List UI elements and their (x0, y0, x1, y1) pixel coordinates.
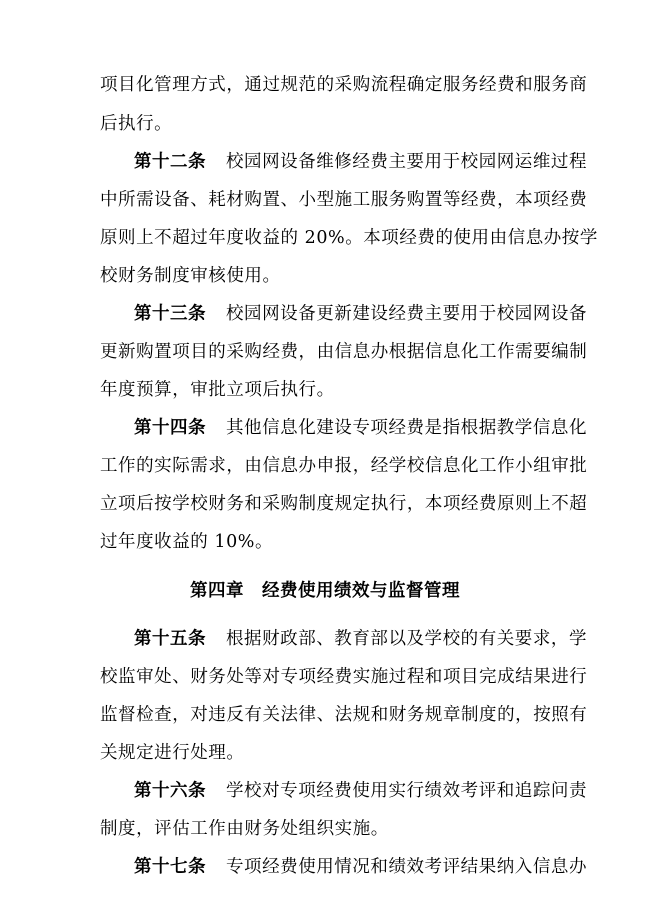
article-number: 第十二条 (134, 152, 206, 172)
article-number: 第十四条 (134, 418, 206, 438)
article-number: 第十五条 (134, 629, 206, 649)
article-text: 校园网设备维修经费主要用于校园网运维过程 (226, 152, 587, 172)
text-line: 校财务制度审核使用。 (100, 266, 281, 286)
article-first-line (134, 415, 587, 441)
article-first-line (134, 149, 587, 175)
text-line: 项目化管理方式，通过规范的采购流程确定服务经费和服务商 (100, 75, 588, 95)
text-line: 原则上不超过年度收益的 20%。本项经费的使用由信息办按学 (100, 228, 598, 248)
article-first-line (134, 626, 587, 652)
text-line: 年度预算，审批立项后执行。 (100, 380, 335, 400)
text-line: 工作的实际需求，由信息办申报，经学校信息化工作小组审批 (100, 456, 588, 476)
chapter-heading: 第四章 经费使用绩效与监督管理 (190, 581, 460, 601)
text-line: 过年度收益的 10%。 (100, 532, 274, 552)
text-line: 监督检查，对违反有关法律、法规和财务规章制度的，按照有 (100, 705, 588, 725)
article-text: 其他信息化建设专项经费是指根据教学信息化 (226, 418, 587, 438)
text-line: 关规定进行处理。 (100, 743, 245, 763)
article-number: 第十七条 (134, 857, 206, 877)
text-line: 后执行。 (100, 114, 173, 134)
text-line: 制度，评估工作由财务处组织实施。 (100, 819, 389, 839)
text-line: 立项后按学校财务和采购制度规定执行，本项经费原则上不超 (100, 494, 588, 514)
article-text: 校园网设备更新建设经费主要用于校园网设备 (226, 304, 587, 324)
article-number: 第十三条 (134, 304, 206, 324)
article-text: 学校对专项经费使用实行绩效考评和追踪问责 (226, 781, 587, 801)
article-text: 根据财政部、教育部以及学校的有关要求，学 (226, 629, 587, 649)
article-first-line (134, 778, 587, 804)
text-line: 校监审处、财务处等对专项经费实施过程和项目完成结果进行 (100, 667, 588, 687)
article-first-line (134, 301, 587, 327)
article-first-line (134, 854, 587, 880)
article-number: 第十六条 (134, 781, 206, 801)
article-text: 专项经费使用情况和绩效考评结果纳入信息办 (226, 857, 587, 877)
text-line: 更新购置项目的采购经费，由信息办根据信息化工作需要编制 (100, 342, 588, 362)
text-line: 中所需设备、耗材购置、小型施工服务购置等经费，本项经费 (100, 190, 588, 210)
